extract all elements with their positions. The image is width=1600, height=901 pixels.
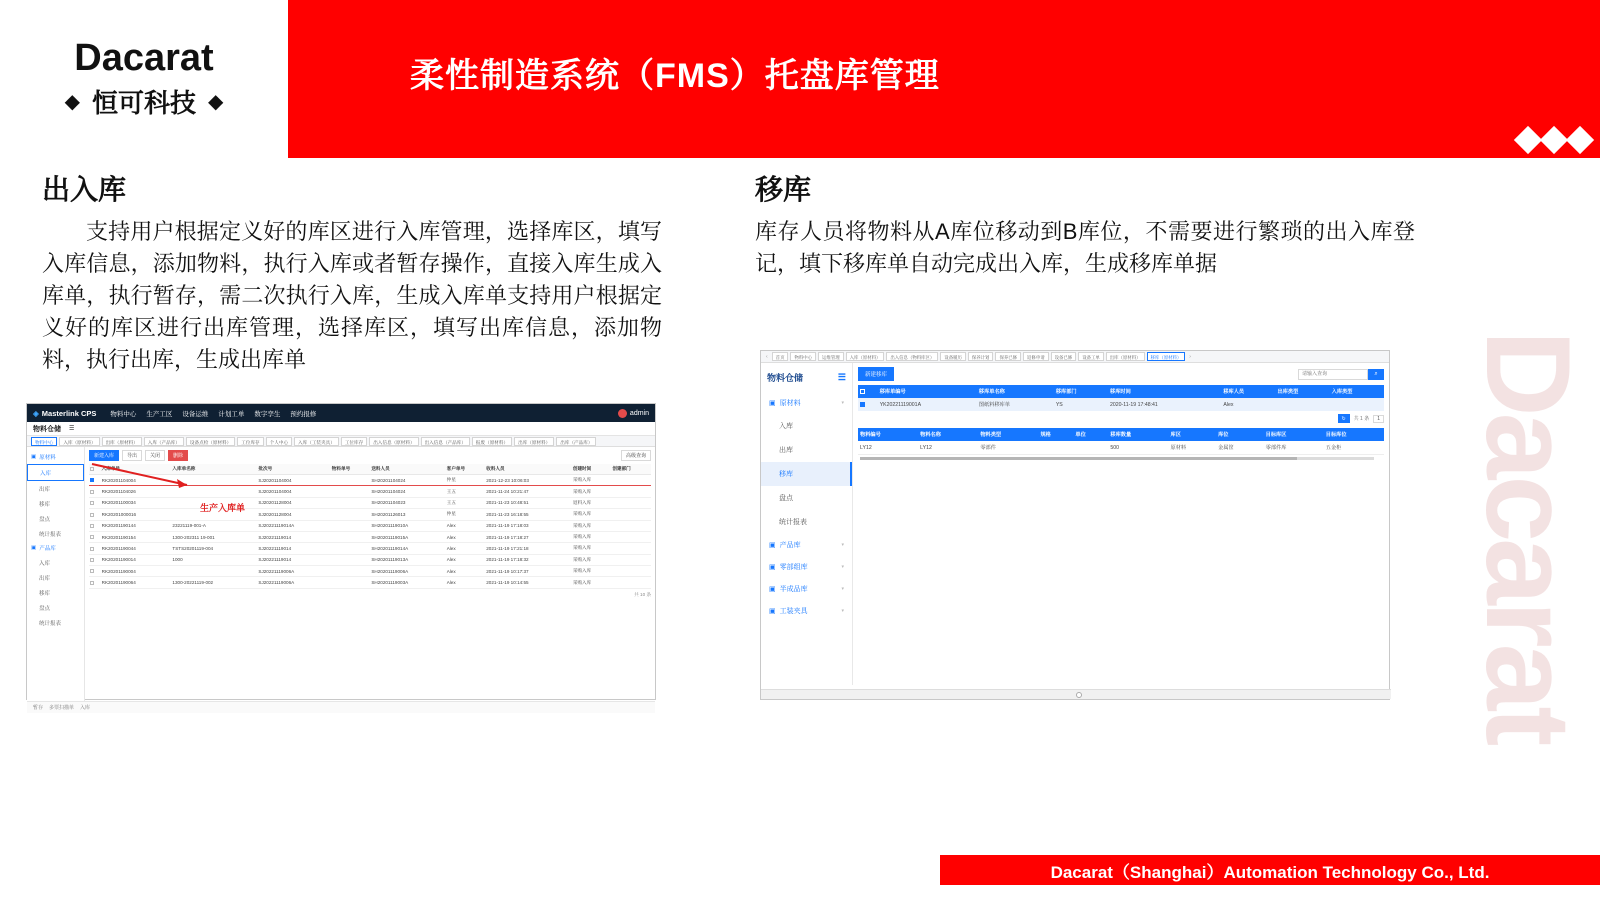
chevron-down-icon-3: ▾ (841, 564, 844, 570)
s2-th1-2: 移库部门 (1054, 385, 1108, 398)
chevron-down-icon-4: ▾ (841, 586, 844, 592)
s2-sidebar-group-raw[interactable] (761, 392, 852, 414)
s1-th-8: 创建部门 (611, 464, 651, 475)
screenshot-inbound-outbound (26, 403, 656, 711)
s1-r3c5: 仲星 (446, 509, 486, 520)
chevron-down-icon-5: ▾ (841, 608, 844, 614)
s1-advanced-search-button[interactable]: 高级查询 (621, 450, 651, 461)
s1-r6c7: 采购入库 (572, 543, 612, 554)
left-section-body: 支持用户根据定义好的库区进行入库管理，选择库区，填写入库信息，添加物料，执行入库或者暂存操作，直接入库生成入库单，执行暂存，需二次执行入库，生成入库单支持用户根据定义好的库区进行出库管理，选择库区，填写出库信息，添加物料，执行出库，生成出库单 (42, 219, 662, 372)
masterlink-logo-icon: ◈ (33, 408, 39, 418)
s1-tab-11[interactable]: 报废（原材料） (472, 437, 512, 446)
annotation-label: 生产入库单 (200, 503, 246, 513)
s1-brand (33, 409, 96, 418)
s1-r8c6: 2021-11-19 10:17:37 (485, 566, 572, 577)
s2-tab-10[interactable]: 设备工单 (1078, 352, 1104, 361)
s2-tab-strip[interactable] (761, 351, 1389, 363)
s1-record-count: 共 10 条 (634, 591, 651, 597)
s2-t2r0c9: 五金柜 (1324, 441, 1384, 455)
s1-sidebar-item-transfer-2[interactable]: 移库 (39, 590, 51, 597)
s1-row7-check[interactable] (89, 554, 101, 565)
s2-t2r0c7: 金属筐 (1216, 441, 1264, 455)
annotation-arrow-icon (87, 461, 202, 491)
s1-r6c4: SH20201119014A (370, 543, 445, 554)
s1-row6-check[interactable] (89, 543, 101, 554)
s2-window-scrollbar[interactable] (761, 689, 1391, 699)
s1-row8-check[interactable] (89, 566, 101, 577)
s1-menu-item-3[interactable]: 计划工单 (218, 410, 245, 418)
s2-tabs-next-icon[interactable]: › (1189, 353, 1191, 360)
chevron-down-icon-2: ▾ (841, 542, 844, 548)
s1-th-4: 送料人员 (370, 464, 445, 475)
s1-r9c6: 2021-11-19 10:14:55 (485, 577, 572, 588)
s1-bottom-tab-2[interactable]: 入库 (80, 705, 91, 711)
s1-th-1: 入库单名称 (171, 464, 257, 475)
s1-r6c6: 2021-11-19 17:21:18 (485, 543, 572, 554)
s1-r1c3 (331, 486, 371, 497)
s1-r4c4: SH20201119010A (370, 520, 445, 531)
s2-tab-7[interactable]: 保养已修 (995, 352, 1021, 361)
s2-pagination (858, 411, 1384, 426)
s2-sidebar-item-stocktake[interactable]: 盘点 (779, 495, 793, 502)
s1-row2-check[interactable] (89, 497, 101, 508)
s2-t1r0c0: YK20221119001A (878, 398, 977, 411)
s2-tab-8[interactable]: 返修申请 (1023, 352, 1049, 361)
chevron-down-icon: ▾ (841, 400, 844, 406)
s1-sidebar-item-stocktake-2[interactable]: 盘点 (39, 605, 51, 612)
s1-sidebar-item-report-2[interactable]: 统计报表 (39, 620, 62, 627)
s2-tab-9[interactable]: 设备已修 (1051, 352, 1077, 361)
s2-th-check[interactable] (858, 385, 878, 398)
s2-body (761, 363, 1389, 685)
s1-r5c3 (331, 531, 371, 542)
s1-r1c2: SJ20201104004 (257, 486, 330, 497)
s1-r7c4: SH20201119013A (370, 554, 445, 565)
s1-r0c0: RK20201104004 (101, 475, 172, 486)
s2-page-number[interactable]: 1 (1373, 415, 1384, 423)
watermark-text: Dacarat (1461, 330, 1595, 743)
s1-r3c0: RK20201000016 (101, 509, 172, 520)
s2-sidebar-title: 物料仓储 (767, 373, 804, 383)
s1-r1c8 (611, 486, 651, 497)
s1-r9c3 (331, 577, 371, 588)
s1-sidebar-item-inbound-2[interactable]: 入库 (39, 560, 51, 567)
s1-r5c6: 2021-11-19 17:18:27 (485, 531, 572, 542)
s2-t2r0c4 (1073, 441, 1108, 455)
s2-tabs-prev-icon[interactable]: ‹ (766, 353, 768, 360)
footer-bar (940, 855, 1600, 885)
s1-r7c3 (331, 554, 371, 565)
box-icon: ▣ (31, 454, 37, 460)
header-diamond-decoration (1518, 130, 1590, 150)
s1-row4-check[interactable] (89, 520, 101, 531)
s1-tab-0[interactable]: 物料中心 (31, 437, 57, 446)
s2-tab-12[interactable]: 移库（原材料） (1147, 352, 1186, 361)
s1-r2c4: SH20201104023 (370, 497, 445, 508)
s1-r8c2: SJ20221119006A (257, 566, 330, 577)
left-section-title: 出入库 (42, 174, 127, 205)
s1-r2c0: RK20201100034 (101, 497, 172, 508)
s2-th2-1: 物料名称 (918, 428, 978, 441)
s2-tab-2[interactable]: 运维管理 (818, 352, 844, 361)
s2-th2-6: 库区 (1169, 428, 1217, 441)
s2-th2-2: 物料类型 (978, 428, 1038, 441)
s1-r3c2: SJ20201128004 (257, 509, 330, 520)
s1-r5c2: SJ20221119014 (257, 531, 330, 542)
s1-sidebar-group-product[interactable] (27, 541, 84, 555)
s1-r7c6: 2021-11-19 17:18:32 (485, 554, 572, 565)
s2-sidebar-group-parts-label: 零部组库 (779, 564, 808, 571)
s2-sidebar-group-product-label: 产品库 (779, 542, 801, 549)
s1-th-2: 批次号 (257, 464, 330, 475)
diamond-left-icon: ◆ (64, 90, 80, 113)
s1-row3-check[interactable] (89, 509, 101, 520)
s2-th2-8: 目标库区 (1264, 428, 1324, 441)
s2-t1r0c3: 2020-11-19 17:48:41 (1108, 398, 1221, 411)
s1-r7c5: Alex (446, 554, 486, 565)
logo-block (0, 0, 288, 158)
s1-button-row (89, 450, 651, 461)
s1-bottom-bar (27, 701, 655, 713)
s1-r2c5: 王五 (446, 497, 486, 508)
s1-menu-item-2[interactable]: 设备运维 (182, 410, 209, 418)
left-column (42, 168, 662, 375)
s1-r9c4: SH20201119003A (370, 577, 445, 588)
table-row[interactable] (89, 520, 651, 531)
s1-menu-item-1[interactable]: 生产工区 (146, 410, 173, 418)
diamond-decor-3-icon (1566, 126, 1594, 154)
table-row[interactable] (89, 554, 651, 565)
s1-r5c4: SH20201119015A (370, 531, 445, 542)
s2-toolbar (858, 367, 1384, 381)
s1-row9-check[interactable] (89, 577, 101, 588)
logo-subtitle: 恒可科技 (91, 88, 196, 119)
s2-t1r0c6 (1330, 398, 1384, 411)
s2-th1-5: 出库类型 (1276, 385, 1330, 398)
s1-tab-13[interactable]: 出库（产品库） (556, 437, 596, 446)
s2-t1r0c2: YS (1054, 398, 1108, 411)
box-icon-3: ▣ (769, 564, 776, 571)
s1-r1c0: RK20201104026 (101, 486, 172, 497)
s1-r4c6: 2021-11-19 17:18:03 (485, 520, 572, 531)
s2-th1-0: 移库单编号 (878, 385, 977, 398)
s2-record-count: 共 1 条 (1353, 416, 1370, 422)
s2-t2r0c6: 原材料 (1169, 441, 1217, 455)
s2-sidebar-item-report[interactable]: 统计报表 (779, 519, 807, 526)
s2-sidebar (761, 363, 853, 685)
s1-r2c8 (611, 497, 651, 508)
s1-r3c7: 采购入库 (572, 509, 612, 520)
s2-sidebar-title-row (761, 363, 852, 392)
s2-sidebar-group-semi-label: 半成品库 (779, 586, 808, 593)
s1-topbar (27, 404, 655, 422)
s1-sidebar-group-product-label: 产品库 (39, 546, 56, 552)
s2-table2-header-row (858, 428, 1384, 441)
s1-r0c6: 2021-12-23 10:06:03 (485, 475, 572, 486)
s1-r0c3 (331, 475, 371, 486)
s1-r5c7: 采购入库 (572, 531, 612, 542)
logo-subtitle-row (65, 83, 224, 120)
right-column (755, 168, 1415, 280)
s2-sidebar-group-raw-label: 原材料 (779, 400, 801, 407)
refresh-icon[interactable]: ↻ (1338, 414, 1350, 423)
s1-sidebar-group-raw-label: 原材料 (39, 455, 56, 461)
s1-r6c3 (331, 543, 371, 554)
s2-t2r0c2: 零部件 (978, 441, 1038, 455)
s1-r1c6: 2021-11-24 10:21:47 (485, 486, 572, 497)
s2-t2r0c0: LY12 (858, 441, 918, 455)
search-input[interactable] (1298, 369, 1368, 380)
s2-sidebar-item-inbound[interactable]: 入库 (779, 423, 793, 430)
s2-tab-3[interactable]: 入库（原材料） (846, 352, 885, 361)
table-row[interactable] (89, 566, 651, 577)
s1-r5c8 (611, 531, 651, 542)
s2-tab-5[interactable]: 设备履历 (940, 352, 966, 361)
s2-th1-3: 移库时间 (1108, 385, 1221, 398)
s1-sidebar-item-outbound-2[interactable]: 出库 (39, 575, 51, 582)
s2-main-panel (853, 363, 1389, 685)
s1-tab-12[interactable]: 出库（原材料） (514, 437, 554, 446)
s1-th-5: 客户单号 (446, 464, 486, 475)
s2-th2-7: 库位 (1216, 428, 1264, 441)
s1-r1c5: 王五 (446, 486, 486, 497)
s1-new-inbound-button[interactable]: 新建入库 (89, 450, 119, 461)
s1-sidebar-item-stocktake[interactable]: 盘点 (39, 516, 51, 523)
diamond-decor-2-icon (1540, 126, 1568, 154)
table-row[interactable] (89, 543, 651, 554)
s1-tab-4[interactable]: 设备点检（原材料） (186, 437, 235, 446)
s1-sidebar-group-raw[interactable] (27, 450, 84, 464)
s1-row5-check[interactable] (89, 531, 101, 542)
s1-sidebar-item-inbound[interactable]: 入库 (27, 464, 84, 481)
s1-menu-item-4[interactable]: 数字孪生 (254, 410, 281, 418)
s2-th1-4: 移库人员 (1221, 385, 1275, 398)
s1-r7c7: 采购入库 (572, 554, 612, 565)
s2-th2-9: 目标库位 (1324, 428, 1384, 441)
right-section-body: 库存人员将物料从A库位移动到B库位，不需要进行繁琐的出入库登记，填下移库单自动完成出入库，生成移库单据 (755, 219, 1415, 276)
s1-r4c5: Alex (446, 520, 486, 531)
s2-t2r0c5: 500 (1108, 441, 1168, 455)
diamond-decor-1-icon (1514, 126, 1542, 154)
s2-tab-1[interactable]: 物料中心 (790, 352, 816, 361)
s1-tab-9[interactable]: 出入信息（原材料） (369, 437, 418, 446)
diamond-right-icon: ◆ (208, 90, 224, 113)
s2-th2-5: 移库数量 (1108, 428, 1168, 441)
s1-close-button[interactable]: 关闭 (145, 450, 165, 461)
box-icon: ▣ (769, 400, 776, 407)
s1-r2c3 (331, 497, 371, 508)
s1-menu-item-5[interactable]: 预约报修 (290, 410, 317, 418)
s2-tab-11[interactable]: 出库（原材料） (1106, 352, 1145, 361)
s2-t1r0c5 (1276, 398, 1330, 411)
table-row[interactable] (858, 441, 1384, 455)
s1-bottom-tab-0[interactable]: 暂存 (33, 705, 44, 711)
s1-r9c5: Alex (446, 577, 486, 588)
s1-r8c0: RK20201190004 (101, 566, 172, 577)
header-band (0, 0, 1600, 158)
page-title: 柔性制造系统（FMS）托盘库管理 (410, 57, 940, 95)
s2-search-group[interactable] (1298, 369, 1384, 380)
s1-r4c8 (611, 520, 651, 531)
s1-r4c2: SJ20221119014A (257, 520, 330, 531)
s1-r9c0: RK20201190064 (101, 577, 172, 588)
s2-sidebar-group-product[interactable] (761, 534, 852, 556)
s1-r4c0: RK20201190144 (101, 520, 172, 531)
s1-r5c0: RK20201190154 (101, 531, 172, 542)
s1-module-title: 物料仓储 (33, 425, 61, 433)
s1-r1c4: SH20201104024 (370, 486, 445, 497)
s2-th2-4: 单位 (1073, 428, 1108, 441)
s1-r2c6: 2021-11-23 10:48:51 (485, 497, 572, 508)
box-icon-2: ▣ (769, 542, 776, 549)
s2-th2-0: 物料编号 (858, 428, 918, 441)
s1-r0c7: 采购入库 (572, 475, 612, 486)
s2-row0-check[interactable] (858, 398, 878, 411)
s1-r0c4: SH20201104024 (370, 475, 445, 486)
s1-r8c8 (611, 566, 651, 577)
s2-new-transfer-button[interactable]: 新建移库 (858, 367, 894, 381)
box-icon-4: ▣ (769, 586, 776, 593)
s1-r0c5: 仲星 (446, 475, 486, 486)
s1-r8c4: SH20201119006A (370, 566, 445, 577)
s1-th-7: 创建时间 (572, 464, 612, 475)
s1-r5c1: 1300-202311 19-001 (171, 531, 257, 542)
s1-brand-label: Masterlink CPS (41, 408, 97, 418)
s1-r8c1 (171, 566, 257, 577)
s1-r1c7: 采购入库 (572, 486, 612, 497)
s2-tab-6[interactable]: 保养计划 (968, 352, 994, 361)
s2-sidebar-group-parts[interactable] (761, 556, 852, 578)
s2-th2-3: 规格 (1038, 428, 1073, 441)
s1-th-3: 物料单号 (331, 464, 371, 475)
s1-tab-8[interactable]: 工位库存 (341, 437, 367, 446)
s2-transfer-orders-table (858, 385, 1384, 411)
s1-r7c2: SJ20221119014 (257, 554, 330, 565)
s1-collapse-icon[interactable]: ☰ (69, 426, 75, 432)
s1-avatar-label: admin (629, 409, 649, 417)
s2-sidebar-group-tooling[interactable] (761, 600, 852, 622)
s1-menu-item-0[interactable]: 物料中心 (110, 410, 137, 418)
table-row[interactable] (89, 497, 651, 508)
s2-th1-6: 入库类型 (1330, 385, 1384, 398)
table-row[interactable] (89, 531, 651, 542)
s1-r4c3 (331, 520, 371, 531)
s1-r0c8 (611, 475, 651, 486)
box-icon-5: ▣ (769, 608, 776, 615)
s2-tab-4[interactable]: 出入信息（物料库区） (886, 352, 938, 361)
s1-r7c1: 1000 (171, 554, 257, 565)
s1-r9c8 (611, 577, 651, 588)
s1-sidebar-item-outbound[interactable]: 出库 (39, 486, 51, 493)
s1-r7c8 (611, 554, 651, 565)
s1-subheader (27, 422, 655, 436)
s1-tab-6[interactable]: 个人中心 (266, 437, 292, 446)
s2-table1-header-row (858, 385, 1384, 398)
table-row[interactable] (89, 509, 651, 520)
s1-r0c2: SJ20201104004 (257, 475, 330, 486)
s2-tab-0[interactable]: 首页 (772, 352, 789, 361)
s1-tab-1[interactable]: 入库（原材料） (59, 437, 99, 446)
s2-sidebar-group-semi[interactable] (761, 578, 852, 600)
s1-tab-7[interactable]: 入库（工装夹具） (294, 437, 339, 446)
s1-sidebar-item-transfer[interactable]: 移库 (39, 501, 51, 508)
s2-t2r0c8: 零部件库 (1264, 441, 1324, 455)
menu-collapse-icon[interactable]: ☰ (837, 372, 846, 382)
s1-sidebar-item-report[interactable]: 统计报表 (39, 531, 62, 538)
s1-r6c8 (611, 543, 651, 554)
s1-tab-5[interactable]: 工位库存 (237, 437, 263, 446)
search-icon[interactable]: ⌕ (1368, 369, 1384, 380)
s1-r8c3 (331, 566, 371, 577)
s1-r8c7: 采购入库 (572, 566, 612, 577)
s2-t2r0c3 (1038, 441, 1073, 455)
box-icon-2: ▣ (31, 545, 37, 551)
s1-tab-strip[interactable] (27, 436, 655, 447)
s1-r3c6: 2021-11-23 16:18:55 (485, 509, 572, 520)
s1-r2c7: 退料入库 (572, 497, 612, 508)
s1-top-menu (110, 409, 316, 418)
s2-sidebar-group-tooling-label: 工装夹具 (779, 608, 808, 615)
footer-text: Dacarat（Shanghai）Automation Technology Co., Ltd. (1050, 862, 1490, 882)
s2-transfer-detail-table (858, 428, 1384, 455)
s1-r2c2: SJ20201128004 (257, 497, 330, 508)
avatar-icon (618, 409, 627, 418)
s2-horizontal-scrollbar[interactable] (860, 457, 1374, 460)
s1-r7c0: RK20201190014 (101, 554, 172, 565)
table-row[interactable] (858, 398, 1384, 411)
logo-title: Dacarat (74, 36, 214, 79)
s1-r5c5: Alex (446, 531, 486, 542)
s1-r4c7: 采购入库 (572, 520, 612, 531)
s2-t1r0c1: 图纸料移库单 (977, 398, 1054, 411)
s2-sidebar-item-transfer[interactable]: 移库 (761, 462, 852, 486)
s1-r3c4: SH20201126013 (370, 509, 445, 520)
s2-t1r0c4: Alex (1221, 398, 1275, 411)
right-section-title: 移库 (755, 174, 812, 205)
s1-r8c5: Alex (446, 566, 486, 577)
s1-export-button[interactable]: 导出 (122, 450, 142, 461)
table-row[interactable] (89, 577, 651, 588)
s1-r6c5: Alex (446, 543, 486, 554)
s1-r4c1: 23221119-001-A (171, 520, 257, 531)
s2-sidebar-item-outbound[interactable]: 出库 (779, 447, 793, 454)
s2-th1-1: 移库单名称 (977, 385, 1054, 398)
s1-delete-button[interactable]: 删除 (168, 450, 188, 461)
s2-t2r0c1: LY12 (918, 441, 978, 455)
s1-r6c1: TSTS20201119-004 (171, 543, 257, 554)
s1-tab-10[interactable]: 出入信息（产品库） (421, 437, 470, 446)
s1-r3c3 (331, 509, 371, 520)
s1-user-avatar[interactable] (618, 409, 649, 418)
s1-tab-2[interactable]: 出库（原材料） (102, 437, 142, 446)
s1-th-0: 入库单号 (101, 464, 172, 475)
screenshot-transfer (760, 350, 1390, 700)
s1-r3c8 (611, 509, 651, 520)
s1-tab-3[interactable]: 入库（产品库） (144, 437, 184, 446)
s1-r6c2: SJ20221119014 (257, 543, 330, 554)
s1-bottom-tab-1[interactable]: 多票扫描单 (49, 705, 75, 711)
s1-r6c0: RK20201190044 (101, 543, 172, 554)
s1-r9c2: SJ20221119006A (257, 577, 330, 588)
s1-th-6: 收料人员 (485, 464, 572, 475)
s1-r9c7: 采购入库 (572, 577, 612, 588)
s1-r9c1: 1300-20221119-002 (171, 577, 257, 588)
s1-sidebar (27, 447, 85, 701)
